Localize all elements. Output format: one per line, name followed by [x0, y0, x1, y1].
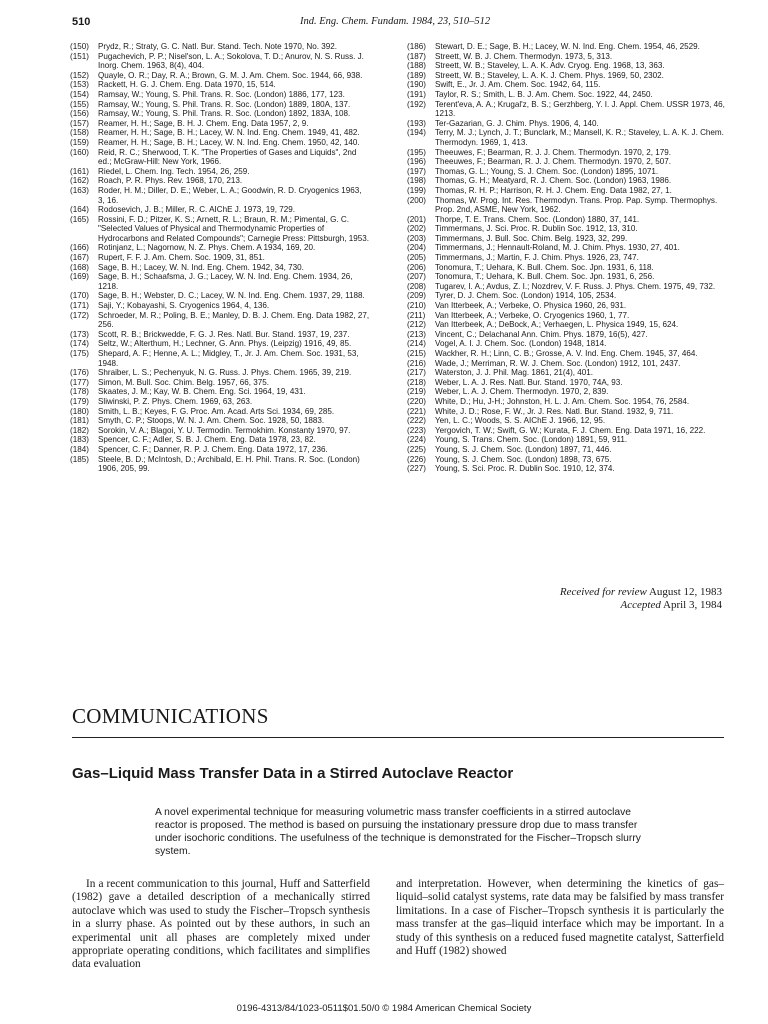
reference-text: Waterston, J. J. Phil. Mag. 1861, 21(4), 401.: [435, 368, 594, 378]
reference-number: (186): [407, 42, 426, 51]
reference-number: (227): [407, 464, 426, 474]
reference-item: [407, 148, 725, 158]
reference-number: (212): [407, 320, 426, 330]
reference-item: [407, 359, 725, 369]
reference-item: [407, 128, 725, 147]
reference-item: [407, 61, 725, 71]
reference-text: Streett, W. B.; Staveley, L. A. K. J. Chem. Phys. 1969, 50, 2302.: [435, 70, 664, 80]
reference-text: Vogel, A. I. J. Chem. Soc. (London) 1948, 1814.: [435, 339, 607, 349]
reference-item: [407, 311, 725, 321]
reference-item: [70, 128, 370, 138]
reference-text: Rackett, H. G. J. Chem. Eng. Data 1970, 15, 514.: [98, 80, 276, 90]
reference-item: [407, 435, 725, 445]
reference-item: [70, 368, 370, 378]
reference-item: [407, 215, 725, 225]
reference-text: Wade, J.; Merriman, R. W. J. Chem. Soc. (London) 1912, 101, 2437.: [435, 358, 681, 368]
reference-text: Sliwinski, P. Z. Phys. Chem. 1969, 63, 263.: [98, 396, 253, 406]
reference-item: [70, 148, 370, 167]
reference-number: (155): [70, 99, 89, 109]
reference-text: Stewart, D. E.; Sage, B. H.; Lacey, W. N. Ind. Eng. Chem. 1954, 46, 2529.: [435, 42, 700, 51]
reference-number: (154): [70, 89, 89, 99]
reference-text: Young, S. Trans. Chem. Soc. (London) 1891, 59, 911.: [435, 435, 628, 445]
reference-text: Sorokin, V. A.; Blagoi, Y. U. Termodin. Termokhim. Konstanty 1970, 97.: [98, 425, 351, 435]
reference-item: [70, 80, 370, 90]
reference-number: (220): [407, 396, 426, 406]
reference-item: [407, 224, 725, 234]
references-right-column: [407, 42, 725, 474]
reference-item: [407, 186, 725, 196]
reference-text: Shraiber, L. S.; Pechenyuk, N. G. Russ. J. Phys. Chem. 1965, 39, 219.: [98, 368, 352, 378]
reference-text: Taylor, R. S.; Smith, L. B. J. Am. Chem. Soc. 1922, 44, 2450.: [435, 89, 653, 99]
reference-item: [407, 397, 725, 407]
reference-item: [70, 52, 370, 71]
reference-number: (205): [407, 253, 426, 263]
reference-number: (193): [407, 118, 426, 128]
received-label: Received for review: [559, 586, 647, 598]
reference-text: Sage, B. H.; Webster, D. C.; Lacey, W. N. Ind. Eng. Chem. 1937, 29, 1188.: [98, 291, 365, 301]
reference-item: [70, 416, 370, 426]
reference-number: (210): [407, 301, 426, 311]
reference-text: Roach, P. R. Phys. Rev. 1968, 170, 213.: [98, 176, 243, 186]
reference-number: (195): [407, 147, 426, 157]
reference-item: [407, 378, 725, 388]
reference-number: (172): [70, 310, 89, 320]
reference-number: (181): [70, 416, 89, 426]
reference-number: (168): [70, 262, 89, 272]
reference-text: Rotinjanz, L.; Nagornow, N. Z. Phys. Chem. A 1934, 169, 20.: [98, 243, 316, 253]
reference-number: (187): [407, 51, 426, 61]
reference-number: (158): [70, 128, 89, 138]
reference-text: Roder, H. M.; Diller, D. E.; Weber, L. A.; Goodwin, R. D. Cryogenics 1963, 3, 16.: [98, 185, 362, 205]
reference-number: (185): [70, 454, 89, 464]
reference-item: [70, 205, 370, 215]
reference-number: (213): [407, 329, 426, 339]
reference-text: Quayle, O. R.; Day, R. A.; Brown, G. M. J. Am. Chem. Soc. 1944, 66, 938.: [98, 70, 363, 80]
reference-text: Swift, E., Jr. J. Am. Chem. Soc. 1942, 64, 115.: [435, 80, 601, 90]
reference-item: [407, 42, 725, 52]
reference-number: (190): [407, 80, 426, 90]
reference-number: (223): [407, 425, 426, 435]
reference-text: Ramsay, W.; Young, S. Phil. Trans. R. Soc. (London) 1892, 183A, 108.: [98, 109, 351, 119]
reference-number: (219): [407, 387, 426, 397]
copyright-footer: 0196-4313/84/1023-0511$01.50/0 © 1984 American Chemical Society: [236, 1003, 532, 1014]
reference-text: Tonomura, T.; Uehara, K. Bull. Chem. Soc. Jpn. 1931, 6, 118.: [435, 262, 654, 272]
reference-text: Reamer, H. H.; Sage, B. H. J. Chem. Eng. Data 1957, 2, 9.: [98, 118, 309, 128]
reference-number: (224): [407, 435, 426, 445]
reference-text: Weber, L. A. J. Res. Natl. Bur. Stand. 1970, 74A, 93.: [435, 377, 623, 387]
reference-text: Simon, M. Bull. Soc. Chim. Belg. 1957, 66, 375.: [98, 377, 269, 387]
reference-item: [70, 378, 370, 388]
reference-text: Terry, M. J.; Lynch, J. T.; Bunclark, M.; Mansell, K. R.; Staveley, L. A. K. J. Chem. Thermodyn. 1969, 1, 413.: [435, 128, 724, 147]
reference-text: Young, S. J. Chem. Soc. (London) 1898, 73, 675.: [435, 454, 612, 464]
received-block: [450, 586, 722, 612]
reference-text: Pugachevich, P. P.; Nisel'son, L. A.; Sokolova, T. D.; Anurov, N. S. Russ. J. Inorg. Chem. 1963, 8(4), 404.: [98, 51, 364, 71]
reference-number: (162): [70, 176, 89, 186]
reference-text: Timmermans, J.; Martin, F. J. Chim. Phys. 1926, 23, 747.: [435, 253, 639, 263]
reference-text: Theeuwes, F.; Bearman, R. J. J. Chem. Thermodyn. 1970, 2, 507.: [435, 157, 672, 167]
reference-item: [70, 311, 370, 330]
reference-item: [407, 176, 725, 186]
page-number: 510: [72, 16, 91, 28]
reference-text: Thomas, R. H. P.; Harrison, R. H. J. Chem. Eng. Data 1982, 27, 1.: [435, 185, 672, 195]
reference-item: [407, 196, 725, 215]
reference-number: (152): [70, 70, 89, 80]
reference-number: (164): [70, 205, 89, 215]
reference-item: [70, 90, 370, 100]
reference-text: Steele, B. D.; McIntosh, D.; Archibald, E. H. Phil. Trans. R. Soc. (London) 1906, 205, 99.: [98, 454, 360, 474]
reference-text: Spencer, C. F.; Adler, S. B. J. Chem. Eng. Data 1978, 23, 82.: [98, 435, 316, 445]
reference-text: Reamer, H. H.; Sage, B. H.; Lacey, W. N. Ind. Eng. Chem. 1949, 41, 482.: [98, 128, 360, 138]
reference-text: Young, S. J. Chem. Soc. (London) 1897, 71, 446.: [435, 444, 612, 454]
reference-item: [70, 263, 370, 273]
reference-text: Rossini, F. D.; Pitzer, K. S.; Arnett, R. L.; Braun, R. M.; Pimental, G. C. "Selected Values of Physical and Thermodynamic Properties of Hydrocarbons and Related Compounds"; Carnegie Press: Pittsburgh, 1953.: [98, 214, 370, 243]
article-title: Gas–Liquid Mass Transfer Data in a Stirred Autoclave Reactor: [72, 765, 514, 782]
reference-number: (204): [407, 243, 426, 253]
reference-number: (200): [407, 195, 426, 205]
reference-number: (214): [407, 339, 426, 349]
reference-item: [407, 263, 725, 273]
reference-item: [70, 301, 370, 311]
reference-item: [407, 119, 725, 129]
reference-number: (197): [407, 166, 426, 176]
reference-number: (208): [407, 281, 426, 291]
reference-text: Young, S. Sci. Proc. R. Dublin Soc. 1910, 12, 374.: [435, 464, 615, 474]
reference-text: Wackher, R. H.; Linn, C. B.; Grosse, A. V. Ind. Eng. Chem. 1945, 37, 464.: [435, 349, 698, 358]
reference-number: (153): [70, 80, 89, 90]
section-heading: COMMUNICATIONS: [72, 704, 269, 728]
reference-text: Thomas, W. Prog. Int. Res. Thermodyn. Trans. Prop. Pap. Symp. Thermophys. Prop. 2nd, ASME, New York, 1962.: [435, 195, 718, 215]
reference-item: [70, 119, 370, 129]
reference-text: Thomas, G. H.; Meatyard, R. J. Chem. Soc. (London) 1963, 1986.: [435, 176, 672, 186]
reference-text: Skaates, J. M.; Kay, W. B. Chem. Eng. Sci. 1964, 19, 431.: [98, 387, 306, 397]
reference-item: [70, 167, 370, 177]
reference-item: [407, 445, 725, 455]
reference-number: (178): [70, 387, 89, 397]
reference-item: [407, 455, 725, 465]
reference-item: [407, 90, 725, 100]
reference-text: Seltz, W.; Alterthum, H.; Lechner, G. Ann. Phys. (Leipzig) 1916, 49, 85.: [98, 339, 352, 349]
reference-text: Ter-Gazarian, G. J. Chim. Phys. 1906, 4, 140.: [435, 118, 599, 128]
reference-number: (222): [407, 416, 426, 426]
reference-text: Saji, Y.; Kobayashi, S. Cryogenics 1964, 4, 136.: [98, 301, 270, 311]
reference-number: (207): [407, 272, 426, 282]
reference-item: [407, 349, 725, 359]
reference-item: [407, 253, 725, 263]
reference-number: (196): [407, 157, 426, 167]
reference-number: (211): [407, 310, 426, 320]
reference-text: Rodosevich, J. B.; Miller, R. C. AIChE J. 1973, 19, 729.: [98, 205, 296, 215]
reference-item: [407, 167, 725, 177]
reference-number: (184): [70, 444, 89, 454]
reference-item: [70, 215, 370, 244]
reference-item: [70, 253, 370, 263]
reference-number: (160): [70, 147, 89, 157]
reference-item: [407, 234, 725, 244]
reference-item: [70, 272, 370, 291]
reference-item: [70, 339, 370, 349]
reference-item: [70, 407, 370, 417]
reference-item: [70, 445, 370, 455]
reference-number: (198): [407, 176, 426, 186]
reference-item: [407, 272, 725, 282]
journal-header: Ind. Eng. Chem. Fundam. 1984, 23, 510–512: [300, 16, 491, 27]
reference-item: [70, 176, 370, 186]
reference-text: White, J. D.; Rose, F. W., Jr. J. Res. Natl. Bur. Stand. 1932, 9, 711.: [435, 406, 674, 416]
reference-number: (202): [407, 224, 426, 234]
reference-number: (182): [70, 425, 89, 435]
reference-item: [70, 330, 370, 340]
reference-text: Ramsay, W.; Young, S. Phil. Trans. R. Soc. (London) 1886, 177, 123.: [98, 89, 345, 99]
reference-item: [70, 109, 370, 119]
reference-item: [407, 100, 725, 119]
reference-text: Van Itterbeek, A.; DeBock, A.; Verhaegen, L. Physica 1949, 15, 624.: [435, 320, 679, 330]
reference-number: (163): [70, 185, 89, 195]
reference-number: (215): [407, 349, 426, 358]
reference-item: [407, 368, 725, 378]
reference-number: (169): [70, 272, 89, 282]
reference-text: Terent'eva, A. A.; Krugal'z, B. S.; Gerzhberg, Y. I. J. Appl. Chem. USSR 1973, 46, 1213.: [435, 99, 725, 119]
reference-text: Theeuwes, F.; Bearman, R. J. J. Chem. Thermodyn. 1970, 2, 179.: [435, 147, 672, 157]
reference-number: (156): [70, 109, 89, 119]
accepted-line: [450, 599, 722, 612]
reference-number: (175): [70, 349, 89, 358]
reference-item: [407, 339, 725, 349]
reference-item: [407, 426, 725, 436]
reference-number: (188): [407, 61, 426, 71]
reference-item: [407, 407, 725, 417]
reference-number: (170): [70, 291, 89, 301]
reference-number: (206): [407, 262, 426, 272]
reference-text: Timmermans, J. Sci. Proc. R. Dublin Soc. 1912, 13, 310.: [435, 224, 638, 234]
reference-item: [70, 138, 370, 148]
body-right-column: and interpretation. However, when determining the kinetics of gas–liquid–solid catalyst systems, rate data may be falsified by mass transfer limitations. In a case of Fischer–Tropsch synthesis it is particularly the mass transfer at the gas–liquid interface which may be important. In a study of this synthesis on a reduced fused magnetite catalyst, Satterfield and Huff (1982) showed: [396, 878, 724, 958]
received-line: [450, 586, 722, 599]
reference-text: Scott, R. B.; Brickwedde, F. G. J. Res. Natl. Bur. Stand. 1937, 19, 237.: [98, 329, 350, 339]
reference-text: Tonomura, T.; Uehara, K. Bull. Chem. Soc. Jpn. 1931, 6, 256.: [435, 272, 655, 282]
reference-number: (226): [407, 454, 426, 464]
reference-item: [70, 291, 370, 301]
reference-item: [70, 426, 370, 436]
body-left-column: In a recent communication to this journal, Huff and Satterfield (1982) gave a detailed description of a mechanically stirred autoclave which was used to study the Fischer–Tropsch synthesis in a slurry phase. As pointed out by these authors, in such an experimental unit all phases are completely mixed under appropriate operating conditions, which facilitates and simplifies data evaluation: [72, 878, 370, 971]
reference-item: [70, 435, 370, 445]
reference-number: (161): [70, 166, 89, 176]
reference-item: [407, 291, 725, 301]
reference-number: (177): [70, 377, 89, 387]
reference-number: (183): [70, 435, 89, 445]
reference-number: (225): [407, 444, 426, 454]
accepted-label: Accepted: [620, 599, 661, 611]
received-date: August 12, 1983: [648, 586, 722, 598]
reference-item: [70, 243, 370, 253]
reference-item: [407, 157, 725, 167]
reference-text: Vincent, C.; Delachanal Ann. Chim. Phys. 1879, 16(5), 427.: [435, 329, 648, 339]
reference-number: (194): [407, 128, 426, 138]
reference-text: Ramsay, W.; Young, S. Phil. Trans. R. Soc. (London) 1889, 180A, 137.: [98, 99, 351, 109]
reference-text: Streett, W. B. J. Chem. Thermodyn. 1973, 5, 313.: [435, 51, 613, 61]
reference-item: [407, 416, 725, 426]
reference-text: Yergovich, T. W.; Swift, G. W.; Kurata, F. J. Chem. Eng. Data 1971, 16, 222.: [435, 425, 706, 435]
reference-number: (201): [407, 214, 426, 224]
reference-item: [70, 71, 370, 81]
reference-item: [70, 455, 370, 474]
reference-text: Yen, L. C.; Woods, S. S. AIChE J. 1966, 12, 95.: [435, 416, 606, 426]
reference-number: (159): [70, 137, 89, 147]
reference-item: [407, 52, 725, 62]
reference-text: Spencer, C. F.; Danner, R. P. J. Chem. Eng. Data 1972, 17, 236.: [98, 444, 328, 454]
reference-item: [407, 320, 725, 330]
reference-text: Streett, W. B.; Staveley, L. A. K. Adv. Cryog. Eng. 1968, 13, 363.: [435, 61, 665, 71]
reference-number: (176): [70, 368, 89, 378]
reference-number: (218): [407, 377, 426, 387]
reference-number: (173): [70, 329, 89, 339]
reference-item: [70, 100, 370, 110]
reference-number: (165): [70, 214, 89, 224]
reference-text: Smyth, C. P.; Stoops, W. N. J. Am. Chem. Soc. 1928, 50, 1883.: [98, 416, 325, 426]
reference-number: (192): [407, 99, 426, 109]
reference-item: [407, 282, 725, 292]
reference-number: (151): [70, 51, 89, 61]
reference-item: [70, 387, 370, 397]
reference-text: Tugarev, I. A.; Avdus, Z. I.; Nozdrev, V. F. Russ. J. Phys. Chem. 1975, 49, 732.: [435, 281, 716, 291]
reference-number: (174): [70, 339, 89, 349]
reference-text: Reid, R. C.; Sherwood, T. K. "The Properties of Gases and Liquids", 2nd ed.; McGraw-Hill: New York, 1966.: [98, 147, 357, 167]
reference-text: Weber, L. A. J. Chem. Thermodyn. 1970, 2, 839.: [435, 387, 609, 397]
reference-number: (150): [70, 42, 89, 51]
references-left-column: [70, 42, 370, 474]
reference-number: (180): [70, 406, 89, 416]
reference-number: (191): [407, 89, 426, 99]
reference-number: (216): [407, 358, 426, 368]
reference-number: (167): [70, 253, 89, 263]
reference-item: [70, 349, 370, 368]
reference-text: Reamer, H. H.; Sage, B. H.; Lacey, W. N. Ind. Eng. Chem. 1950, 42, 140.: [98, 137, 360, 147]
reference-number: (199): [407, 185, 426, 195]
reference-item: [407, 301, 725, 311]
reference-text: White, D.; Hu, J-H.; Johnston, H. L. J. Am. Chem. Soc. 1954, 76, 2584.: [435, 396, 690, 406]
reference-text: Sage, B. H.; Schaafsma, J. G.; Lacey, W. N. Ind. Eng. Chem. 1934, 26, 1218.: [98, 272, 353, 291]
section-rule: [72, 737, 724, 738]
reference-item: [407, 80, 725, 90]
abstract: A novel experimental technique for measuring volumetric mass transfer coefficients in a stirred autoclave reactor is proposed. The method is based on pursuing the instationary pressure drop due to mass transfer under isochoric conditions. The usefulness of the technique is demonstrated for the Fischer–Tropsch slurry system.: [155, 807, 641, 857]
reference-item: [407, 243, 725, 253]
reference-number: (171): [70, 301, 89, 311]
reference-number: (203): [407, 233, 426, 243]
reference-text: Timmermans, J.; Hennault-Roland, M. J. Chim. Phys. 1930, 27, 401.: [435, 243, 680, 253]
reference-item: [70, 186, 370, 205]
reference-item: [407, 330, 725, 340]
reference-text: Thorpe, T. E. Trans. Chem. Soc. (London) 1880, 37, 141.: [435, 214, 640, 224]
reference-text: Riedel, L. Chem. Ing. Tech. 1954, 26, 259.: [98, 166, 250, 176]
reference-text: Thomas, G. L.; Young, S. J. Chem. Soc. (London) 1895, 1071.: [435, 166, 659, 176]
reference-text: Timmermans, J. Bull. Soc. Chim. Belg. 1923, 32, 299.: [435, 233, 628, 243]
reference-number: (209): [407, 291, 426, 301]
reference-item: [407, 71, 725, 81]
reference-text: Rupert, F. F. J. Am. Chem. Soc. 1909, 31, 851.: [98, 253, 265, 263]
reference-item: [70, 42, 370, 52]
reference-item: [70, 397, 370, 407]
reference-text: Sage, B. H.; Lacey, W. N. Ind. Eng. Chem. 1942, 34, 730.: [98, 262, 304, 272]
reference-item: [407, 464, 725, 474]
reference-number: (157): [70, 118, 89, 128]
reference-text: Smith, L. B.; Keyes, F. G. Proc. Am. Acad. Arts Sci. 1934, 69, 285.: [98, 406, 335, 416]
reference-text: Shepard, A. F.; Henne, A. L.; Midgley, T., Jr. J. Am. Chem. Soc. 1931, 53, 1948.: [98, 349, 359, 368]
reference-item: [407, 387, 725, 397]
reference-text: Schroeder, M. R.; Poling, B. E.; Manley, D. B. J. Chem. Eng. Data 1982, 27, 256.: [98, 310, 370, 330]
reference-number: (179): [70, 396, 89, 406]
reference-text: Prydz, R.; Straty, G. C. Natl. Bur. Stand. Tech. Note 1970, No. 392.: [98, 42, 338, 51]
reference-text: Van Itterbeek, A.; Verbeke, O. Cryogenics 1960, 1, 77.: [435, 310, 630, 320]
reference-number: (221): [407, 406, 426, 416]
reference-number: (189): [407, 70, 426, 80]
reference-number: (166): [70, 243, 89, 253]
reference-text: Tyrer, D. J. Chem. Soc. (London) 1914, 105, 2534.: [435, 291, 617, 301]
reference-text: Van Itterbeek, A.; Verbeke, O. Physica 1960, 26, 931.: [435, 301, 627, 311]
reference-number: (217): [407, 368, 426, 378]
accepted-date: April 3, 1984: [663, 599, 722, 611]
